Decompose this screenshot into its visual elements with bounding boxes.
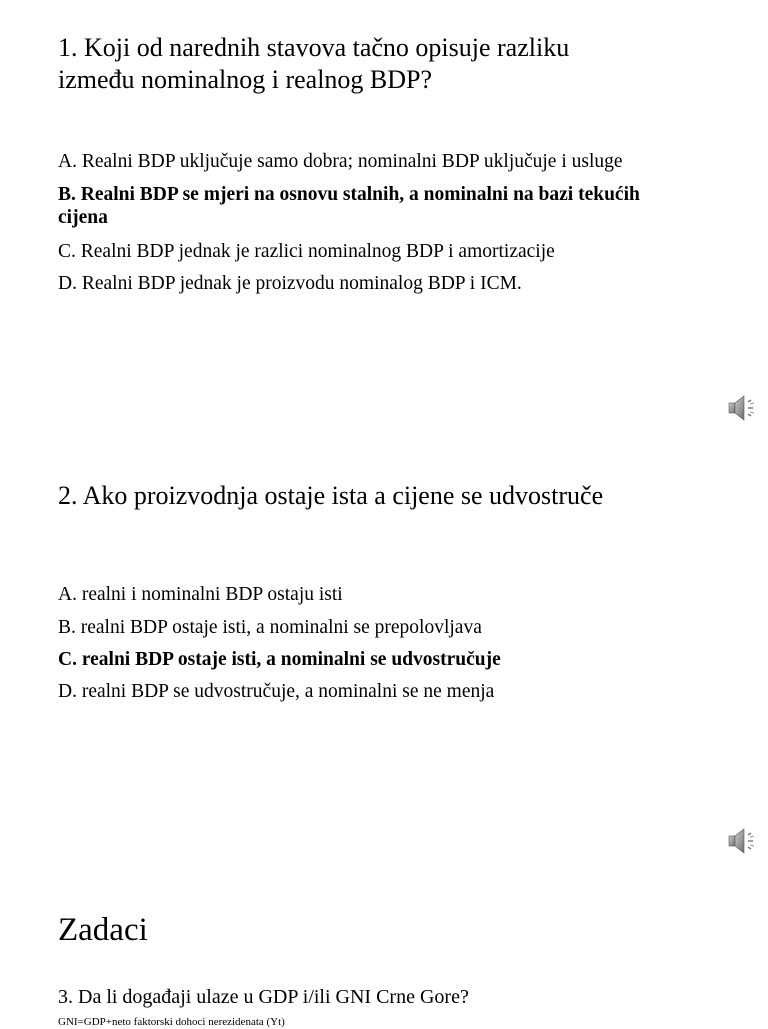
question-2-option-b: B. realni BDP ostaje isti, a nominalni se prepolovljava: [58, 617, 482, 638]
question-1-title-line-2: između nominalnog i realnog BDP?: [58, 65, 433, 94]
question-1-option-c: C. Realni BDP jednak je razlici nominalnog BDP i amortizacije: [58, 241, 555, 262]
question-1-option-a: A. Realni BDP uključuje samo dobra; nominalni BDP uključuje i usluge: [58, 151, 623, 172]
question-2-option-d: D. realni BDP se udvostručuje, a nominalni se ne menja: [58, 681, 495, 702]
section-title: Zadaci: [58, 912, 148, 948]
question-2-title: 2. Ako proizvodnja ostaje ista a cijene se udvostruče: [58, 481, 604, 510]
question-3-footnote: GNI=GDP+neto faktorski dohoci nerezidenata (Yt): [58, 1016, 285, 1028]
speaker-icon[interactable]: [726, 391, 760, 425]
speaker-icon[interactable]: [726, 824, 760, 858]
question-1-title-line-1: 1. Koji od narednih stavova tačno opisuje razliku: [58, 33, 570, 62]
question-2-option-c-correct: C. realni BDP ostaje isti, a nominalni se udvostručuje: [58, 649, 501, 670]
question-1-option-d: D. Realni BDP jednak je proizvodu nominalog BDP i ICM.: [58, 273, 522, 294]
speaker-icon-graphic: [726, 824, 760, 858]
question-2-option-a: A. realni i nominalni BDP ostaju isti: [58, 584, 343, 605]
question-3-title: 3. Da li događaji ulaze u GDP i/ili GNI Crne Gore?: [58, 986, 469, 1008]
speaker-icon-graphic: [726, 391, 760, 425]
question-1-option-b-correct: B. Realni BDP se mjeri na osnovu stalnih, a nominalni na bazi tekućih cijena: [58, 184, 640, 228]
